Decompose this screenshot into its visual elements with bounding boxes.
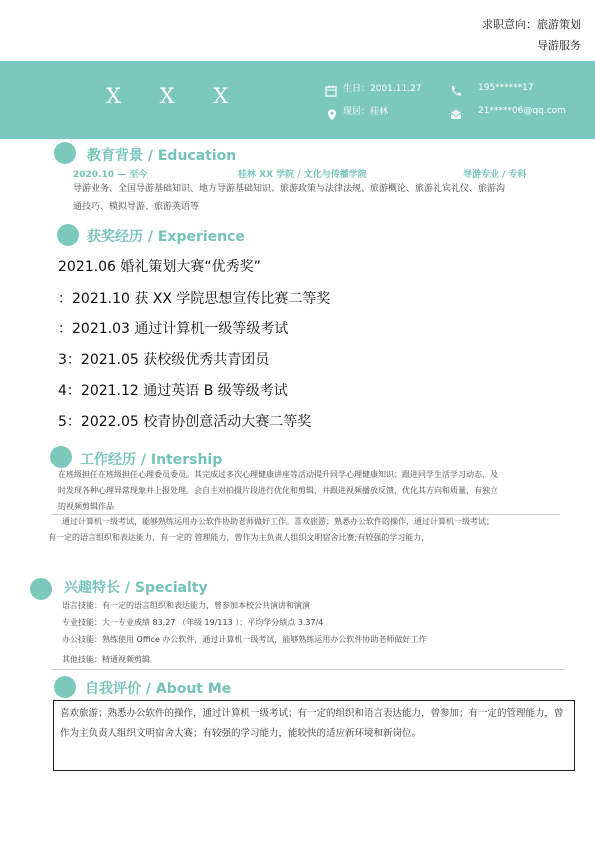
header-band xyxy=(0,61,595,139)
education-date: 2020.10 — 至今 xyxy=(73,170,148,180)
section-marker xyxy=(54,676,76,698)
job-intent xyxy=(482,14,581,56)
award-item: ：2021.10 获 XX 学院思想宣传比赛二等奖 xyxy=(58,291,331,307)
section-marker xyxy=(57,224,79,246)
education-major: 导游专业 / 专科 xyxy=(463,170,527,180)
specialty-item: 办公技能：熟练使用 Office 办公软件，通过计算机一级考试，能够熟练运用办公软件协助老师做好工作 xyxy=(62,635,427,644)
self-eval-box xyxy=(53,700,575,771)
internship-title: 工作经历 / Intership xyxy=(80,452,223,468)
internship-p2-line-1: 通过计算机一级考试，能够熟练运用办公软件协助老师做好工作。喜欢旅游；熟悉办公软件的操作，通过计算机一级考试； xyxy=(62,517,494,526)
job-intent-value-1: 旅游策划 xyxy=(537,18,581,31)
award-item: 3：2021.05 获校级优秀共青团员 xyxy=(58,352,270,368)
award-item: 5：2022.05 校青协创意活动大赛二等奖 xyxy=(58,414,312,430)
candidate-name: X X X xyxy=(106,84,245,108)
email-info: 21*****06@qq.com xyxy=(478,106,566,116)
phone-info: 195******17 xyxy=(478,83,534,93)
section-marker xyxy=(54,142,76,164)
job-intent-label: 求职意向： xyxy=(482,18,537,31)
award-item: 4：2021.12 通过英语 B 级等级考试 xyxy=(58,383,288,399)
internship-p1-line-3: 的视频剪辑作品 xyxy=(58,502,114,511)
self-eval-title: 自我评价 / About Me xyxy=(85,681,232,697)
email-icon xyxy=(450,105,462,124)
specialty-item: 其他技能：精通视频剪辑 xyxy=(62,655,150,664)
divider xyxy=(52,514,560,515)
internship-p1-line-1: 在班级担任在班级担任心理委员委员。其完成过多次心理健康讲座等活动提升同学心理健康知识；跟进同学生活学习动态，及 xyxy=(58,470,498,479)
specialty-item: 语言技能：有一定的语言组织和表达能力，曾参加本校公共演讲和演演 xyxy=(62,601,310,610)
internship-p1-line-2: 时发现各种心理异常现象并上报处理。会自主对拍摄片段进行优化和剪辑，并跟进视频播放反馈，优化其方向和质量，有独立 xyxy=(58,486,498,495)
specialty-item: 专业技能：大一专业成绩 83.27 （年级 19/113 ）；平均学分绩点 3.37/4 xyxy=(62,618,324,627)
internship-p2-line-2: 有一定的语言组织和表达能力，有一定的 管理能力，曾作为主负责人组织文明宿舍比赛;有较强的学习能力， xyxy=(48,533,430,542)
specialty-title: 兴趣特长 / Specialty xyxy=(64,580,208,596)
award-item: ：2021.03 通过计算机一级等级考试 xyxy=(58,321,289,337)
awards-title: 获奖经历 / Experience xyxy=(87,229,245,245)
self-eval-text: 喜欢旅游；熟悉办公软件的操作，通过计算机一级考试；有一定的组织和语言表达能力，曾参加；有一定的管理能力，曾作为主负责人组织文明宿舍大赛；有较强的学习能力，能较快的适应新环境和新岗位。 xyxy=(60,708,564,739)
calendar-icon xyxy=(325,82,337,101)
section-marker xyxy=(30,578,52,600)
award-item: 2021.06 婚礼策划大赛“优秀奖” xyxy=(58,259,261,275)
education-school: 桂林 XX 学院 / 文化与传播学院 xyxy=(238,170,367,180)
job-intent-value-2: 导游服务 xyxy=(537,39,581,52)
location-pin-icon xyxy=(326,106,338,125)
birth-info: 生日：2001.11.27 xyxy=(343,84,422,94)
phone-icon xyxy=(450,82,462,101)
location-info: 现居：桂林 xyxy=(343,107,389,117)
education-title: 教育背景 / Education xyxy=(87,148,237,164)
education-courses-line-1: 导游业务、全国导游基础知识、地方导游基础知识、旅游政策与法律法规、旅游概论、旅游礼宾礼仪、旅游沟 xyxy=(73,184,506,194)
section-marker xyxy=(50,446,72,468)
education-courses-line-2: 通技巧、模拟导游、旅游英语等 xyxy=(73,202,200,212)
divider xyxy=(52,669,564,670)
